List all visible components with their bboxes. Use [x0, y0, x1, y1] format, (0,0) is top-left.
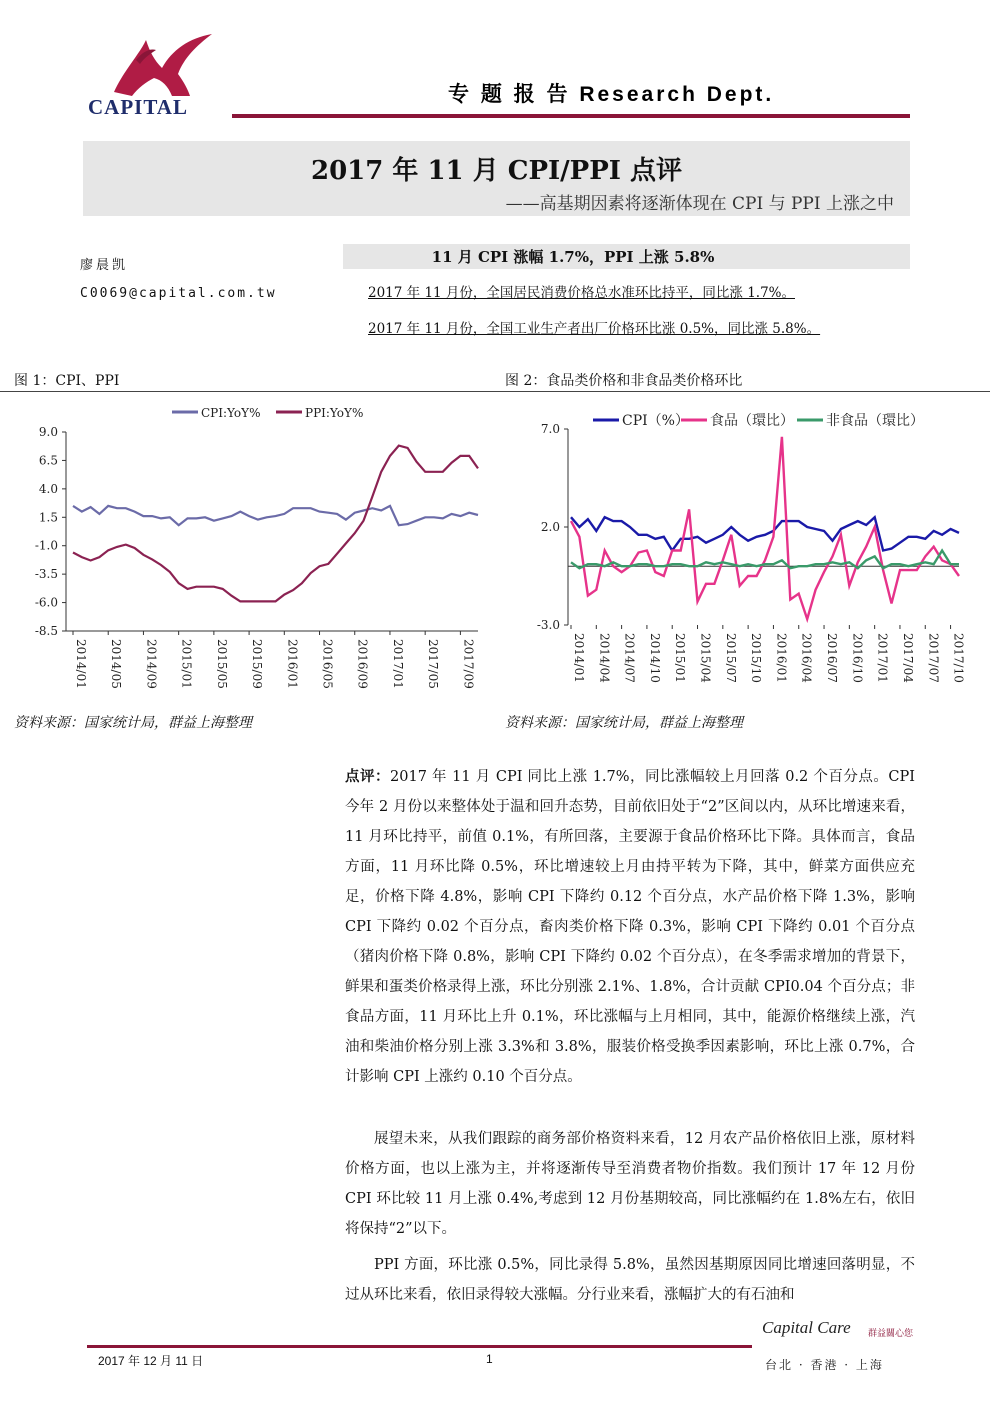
commentary-paragraph-1	[345, 762, 915, 1092]
footer-divider	[87, 1345, 752, 1348]
x-tick-label: 2014/10	[647, 633, 662, 683]
x-tick-label: 2016/05	[320, 639, 335, 689]
footer-brand: Capital Care	[762, 1318, 851, 1337]
x-tick-label: 2014/07	[622, 633, 637, 683]
y-tick-label: 2.0	[540, 520, 560, 534]
footer-cities: 台北 · 香港 · 上海	[765, 1358, 884, 1372]
document-subtitle: ——高基期因素将逐渐体现在 CPI 与 PPI 上涨之中	[505, 194, 894, 214]
x-tick-label: 2015/05	[214, 639, 229, 689]
footer-date: 2017 年 12 月 11 日	[98, 1354, 204, 1368]
x-tick-label: 2016/04	[799, 633, 814, 683]
legend-label-1: CPI（%）	[622, 413, 689, 429]
x-tick-label: 2014/09	[144, 639, 159, 689]
commentary-lead: 点评：	[345, 768, 391, 785]
x-tick-label: 2015/07	[723, 633, 738, 683]
x-tick-label: 2015/09	[250, 639, 265, 689]
author-name: 廖晨凯	[80, 258, 129, 273]
x-tick-label: 2017/07	[926, 633, 941, 683]
page-number: 1	[486, 1352, 493, 1366]
header-divider	[232, 114, 910, 118]
x-tick-label: 2016/07	[825, 633, 840, 683]
cpi-ppi-yoy-chart	[0, 392, 490, 702]
y-tick-label: 9.0	[38, 425, 58, 439]
summary-cpi: 2017 年 11 月份，全国居民消费价格总水准环比持平，同比涨 1.7%。	[368, 285, 795, 301]
figure-2-label: 图 2：食品类价格和非食品类价格环比	[505, 373, 743, 389]
x-tick-label: 2017/10	[951, 633, 966, 683]
legend-label-2: PPI:YoY%	[305, 406, 364, 420]
x-tick-label: 2015/10	[749, 633, 764, 683]
author-email[interactable]: C0069@capital.com.tw	[80, 286, 277, 301]
x-tick-label: 2015/01	[673, 633, 688, 683]
y-tick-label: -3.0	[536, 618, 560, 632]
summary-ppi: 2017 年 11 月份，全国工业生产者出厂价格环比涨 0.5%，同比涨 5.8%。	[368, 321, 821, 337]
y-tick-label: -8.5	[34, 624, 58, 638]
series-line-2	[73, 446, 478, 602]
series-line-2	[571, 437, 959, 619]
series-line-1	[73, 506, 478, 525]
x-tick-label: 2017/09	[461, 639, 476, 689]
y-tick-label: 7.0	[540, 422, 560, 436]
logo-wordmark: CAPITAL	[88, 95, 188, 119]
y-tick-label: 1.5	[38, 510, 58, 525]
commentary-text-1: 2017 年 11 月 CPI 同比上涨 1.7%，同比涨幅较上月回落 0.2 个百分点。CPI 今年 2 月份以来整体处于温和回升态势，目前依旧处于“2”区间以内，从环比增速来看，11 月环比持平，前值 0.1%，有所回落，主要源于食品价格环比下降。具体而言，食品方面，11 月环比降 0.5%，环比增速较上月由持平转为下降，其中，鲜菜方面供应充足，价格下降 4.8%，影响 CPI 下降约 0.12 个百分点，水产品价格下降 1.3%，影响 CPI 下降约 0.02 个百分点，畜肉类价格下降 0.3%，影响 CPI 下降约 0.01 个百分点（猪肉价格下降 0.8%，影响 CPI 下降约 0.02 个百分点），在冬季需求增加的背景下，鲜果和蛋类价格录得上涨，环比分别涨 2.1%、1.8%，合计贡献 CPI0.04 个百分点；非食品方面，11 月环比上升 0.1%，环比涨幅与上月相同，其中，能源价格继续上涨，汽油和柴油价格分别上涨 3.3%和 3.8%，服装价格受换季因素影响，环比上涨 0.7%，合计影响 CPI 上涨约 0.10 个百分点。	[345, 769, 916, 1085]
y-tick-label: 4.0	[38, 481, 58, 496]
document-title: 2017 年 11 月 CPI/PPI 点评	[311, 156, 682, 186]
x-tick-label: 2014/05	[109, 639, 124, 689]
x-tick-label: 2017/04	[900, 633, 915, 683]
x-tick-label: 2017/05	[426, 639, 441, 689]
figure-1-source: 资料来源：国家统计局，群益上海整理	[14, 715, 252, 731]
headline: 11 月 CPI 涨幅 1.7%，PPI 上涨 5.8%	[431, 248, 715, 266]
x-tick-label: 2015/04	[698, 633, 713, 683]
x-tick-label: 2014/01	[74, 639, 88, 689]
commentary-paragraph-2: 展望未来，从我们跟踪的商务部价格资料来看，12 月农产品价格依旧上涨，原材料价格方面，也以上涨为主，并将逐渐传导至消费者物价指数。我们预计 17 年 12 月份 CPI 环比较 11 月上涨 0.4%,考虑到 12 月份基期较高，同比涨幅约在 1.8%左右，依旧将保持“2”以下。	[345, 1131, 915, 1237]
x-tick-label: 2014/01	[572, 633, 586, 683]
legend-label-1: CPI:YoY%	[201, 406, 261, 420]
y-tick-label: -1.0	[34, 538, 58, 553]
figure-1-label: 图 1：CPI、PPI	[14, 373, 120, 389]
food-nonfood-mom-chart	[495, 392, 990, 702]
legend-label-3: 非食品（環比）	[826, 413, 924, 429]
x-tick-label: 2016/10	[850, 633, 865, 683]
x-tick-label: 2017/01	[390, 639, 405, 689]
x-tick-label: 2015/01	[179, 639, 194, 689]
y-tick-label: -6.0	[34, 595, 58, 610]
y-tick-label: 6.5	[38, 453, 58, 468]
x-tick-label: 2016/01	[774, 633, 789, 683]
x-tick-label: 2016/09	[355, 639, 370, 689]
footer-brand-cn: 群益關心您	[868, 1329, 914, 1339]
commentary-paragraph-3: PPI 方面，环比涨 0.5%，同比录得 5.8%，虽然因基期原因同比增速回落明显，不过从环比来看，依旧录得较大涨幅。分行业来看，涨幅扩大的有石油和	[345, 1257, 915, 1303]
report-type-title: 专 题 报 告 Research Dept.	[448, 83, 775, 106]
y-tick-label: -3.5	[34, 567, 58, 582]
figure-2-source: 资料来源：国家统计局，群益上海整理	[505, 715, 743, 731]
x-tick-label: 2014/04	[597, 633, 612, 683]
x-tick-label: 2016/01	[285, 639, 300, 689]
series-line-1	[571, 517, 959, 550]
x-tick-label: 2017/01	[875, 633, 890, 683]
legend-label-2: 食品（環比）	[710, 413, 794, 429]
